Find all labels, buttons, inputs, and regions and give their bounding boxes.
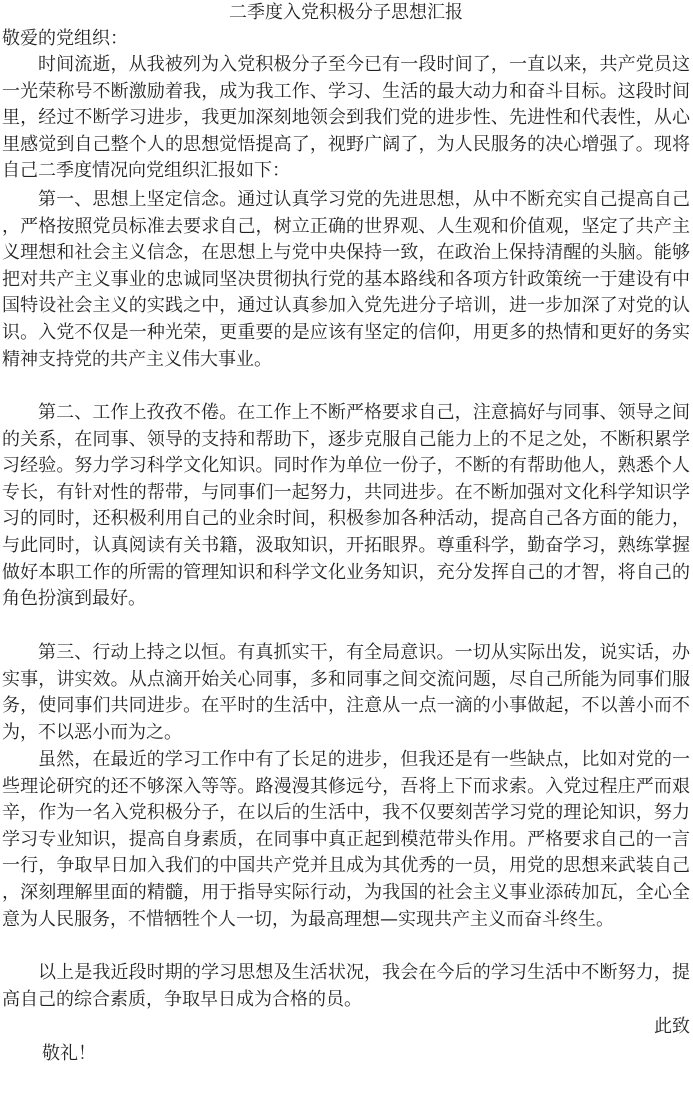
paragraph-3: 第二、工作上孜孜不倦。在工作上不断严格要求自己，注意搞好与同事、领导之间的关系，在同事、领导的支持和帮助下，逐步克服自己能力上的不足之处，不断积累学习经验。努力学习科学文化知识。同时作为单位一份子，不断的有帮助他人，熟悉个人专长，有针对性的帮带，与同事们一起努力，共同进步。在不断加强对文化科学知识学习的同时，还积极利用自己的业余时间，积极参加各种活动，提高自己各方面的能力，与此同时，认真阅读有关书籍，汲取知识，开拓眼界。尊重科学，勤奋学习，熟练掌握做好本职工作的所需的管理知识和科学文化业务知识，充分发挥自己的才智，将自己的角色扮演到最好。 [2,402,690,610]
paragraph-4: 第三、行动上持之以恒。有真抓实干，有全局意识。一切从实际出发，说实话，办实事，讲实效。从点滴开始关心同事，多和同事之间交流问题，尽自己所能为同事们服务，使同事们共同进步。在平时的生活中，注意从一点一滴的小事做起，不以善小而不为，不以恶小而为之。 [2,642,690,743]
paragraph-6: 以上是我近段时期的学习思想及生活状况，我会在今后的学习生活中不断努力，提高自己的综合素质，争取早日成为合格的员。 [2,962,690,1010]
closing-ci-zhi: 此致 [654,1016,690,1037]
salutation: 敬爱的党组织： [2,28,128,49]
paragraph-2: 第一、思想上坚定信念。通过认真学习党的先进思想，从中不断充实自己提高自己，严格按照党员标准去要求自己，树立正确的世界观、人生观和价值观，坚定了共产主义理想和社会主义信念，在思想上与党中央保持一致，在政治上保持清醒的头脑。能够把对共产主义事业的忠诚同坚决贯彻执行党的基本路线和各项方针政策统一于建设有中国特设社会主义的实践之中，通过认真参加入党先进分子培训，进一步加深了对党的认识。入党不仅是一种光荣，更重要的是应该有坚定的信仰，用更多的热情和更好的务实精神支持党的共产主义伟大事业。 [2,189,690,370]
closing-jing-li: 敬礼！ [42,1043,96,1064]
paragraph-5: 虽然，在最近的学习工作中有了长足的进步，但我还是有一些缺点，比如对党的一些理论研究的还不够深入等等。路漫漫其修远兮，吾将上下而求索。入党过程庄严而艰辛，作为一名入党积极分子，在以后的生活中，我不仅要刻苦学习党的理论知识，努力学习专业知识，提高自身素质，在同事中真正起到模范带头作用。严格要求自己的一言一行，争取早日加入我们的中国共产党并且成为其优秀的一员，用党的思想来武装自己，深刻理解里面的精髓，用于指导实际行动，为我国的社会主义事业添砖加瓦，全心全意为人民服务，不惜牺牲个人一切，为最高理想—实现共产主义而奋斗终生。 [2,749,690,930]
paragraph-1: 时间流逝，从我被列为入党积极分子至今已有一段时间了，一直以来，共产党员这一光荣称号不断激励着我，成为我工作、学习、生活的最大动力和奋斗目标。这段时间里，经过不断学习进步，我更加深刻地领会到我们党的进步性、先进性和代表性，从心里感觉到自己整个人的思想觉悟提高了，视野广阔了，为人民服务的决心增强了。现将自己二季度情况向党组织汇报如下： [2,54,690,182]
document-title: 二季度入党积极分子思想汇报 [229,2,463,23]
